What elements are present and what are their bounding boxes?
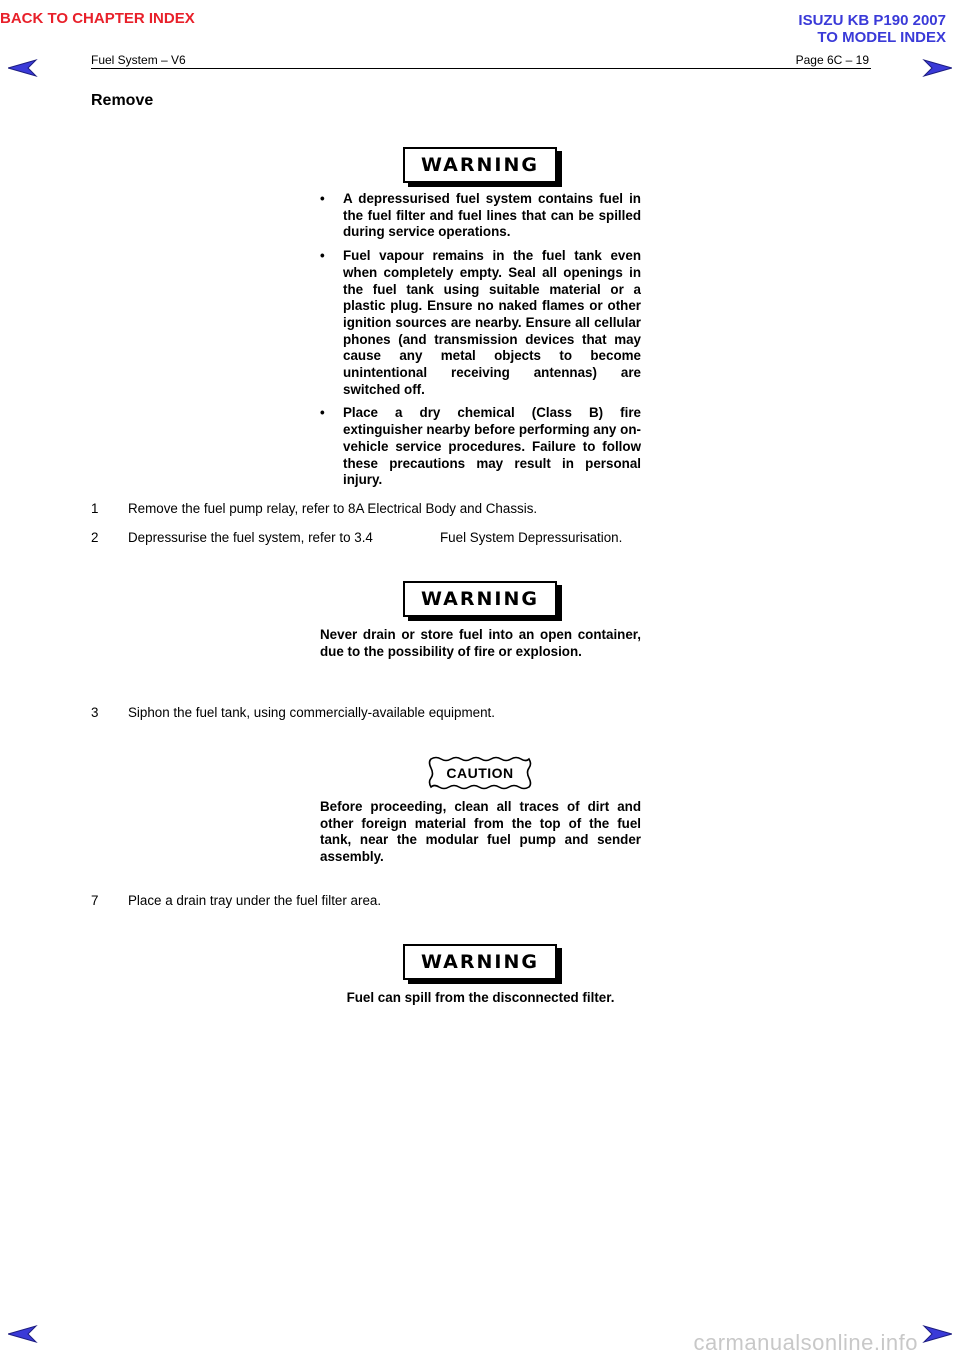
step-number: 2 [91,530,99,545]
warning-item-text: Place a dry chemical (Class B) fire extinguisher nearby before performing any on-vehicle service procedures. Failure to follow these precautions may result in personal injury. [343,405,641,488]
caution-text: Before proceeding, clean all traces of dirt and other foreign material from the top of the fuel tank, near the modular fuel pump and sender assembly. [320,799,641,865]
step-number: 1 [91,501,99,516]
header-section: Fuel System – V6 [91,53,186,67]
bullet: • [320,191,325,206]
step-1 [91,500,537,517]
warning-badge: WARNING [403,944,557,980]
step-text: Place a drain tray under the fuel filter area. [128,893,382,908]
step-3 [91,704,495,721]
step-7 [91,892,381,909]
bullet: • [320,248,325,264]
next-page-arrow-bottom-icon[interactable] [922,1324,952,1344]
to-model-index-link[interactable]: TO MODEL INDEX [817,29,946,46]
warning-list-item [320,248,641,398]
step-text: Siphon the fuel tank, using commercially-available equipment. [128,705,495,720]
warning-list [320,191,641,496]
step-text: Remove the fuel pump relay, refer to 8A Electrical Body and Chassis. [128,501,538,516]
next-page-arrow-icon[interactable] [922,58,952,78]
page-title: Remove [91,92,154,109]
warning-badge: WARNING [403,581,557,617]
bullet: • [320,405,325,421]
step-2-reference: Fuel System Depressurisation. [440,530,623,545]
caution-label: CAUTION [446,765,514,781]
caution-badge [428,756,532,790]
warning-item-text: Fuel vapour remains in the fuel tank even when completely empty. Seal all openings in the fuel tank using suitable material or a plastic plug. Ensure no naked flames or other ignition sources are nearby. Ensure all cellular phones (and transmission devices that may cause any metal objects to become unintentional receiving antennas) are switched off. [343,248,641,397]
step-text: Depressurise the fuel system, refer to 3.4 [128,530,373,545]
step-number: 7 [91,893,99,908]
warning-text: Never drain or store fuel into an open container, due to the possibility of fire or explosion. [320,627,641,659]
warning-item-text: A depressurised fuel system contains fuel in the fuel filter and fuel lines that can be spilled during service operations. [343,191,641,240]
previous-page-arrow-icon[interactable] [8,58,38,78]
header-page-number: Page 6C – 19 [795,53,869,67]
back-to-chapter-index-link[interactable]: BACK TO CHAPTER INDEX [0,10,195,27]
warning-list-item [320,405,641,489]
step-2 [91,529,373,546]
watermark: carmanualsonline.info [693,1330,918,1355]
warning-list-item [320,191,641,241]
warning-text: Fuel can spill from the disconnected filter. [346,990,615,1005]
step-number: 3 [91,705,99,720]
warning-badge: WARNING [403,147,557,183]
previous-page-arrow-bottom-icon[interactable] [8,1324,38,1344]
model-index-links [798,12,946,46]
header-rule [91,68,871,69]
model-title-link[interactable]: ISUZU KB P190 2007 [798,12,946,29]
